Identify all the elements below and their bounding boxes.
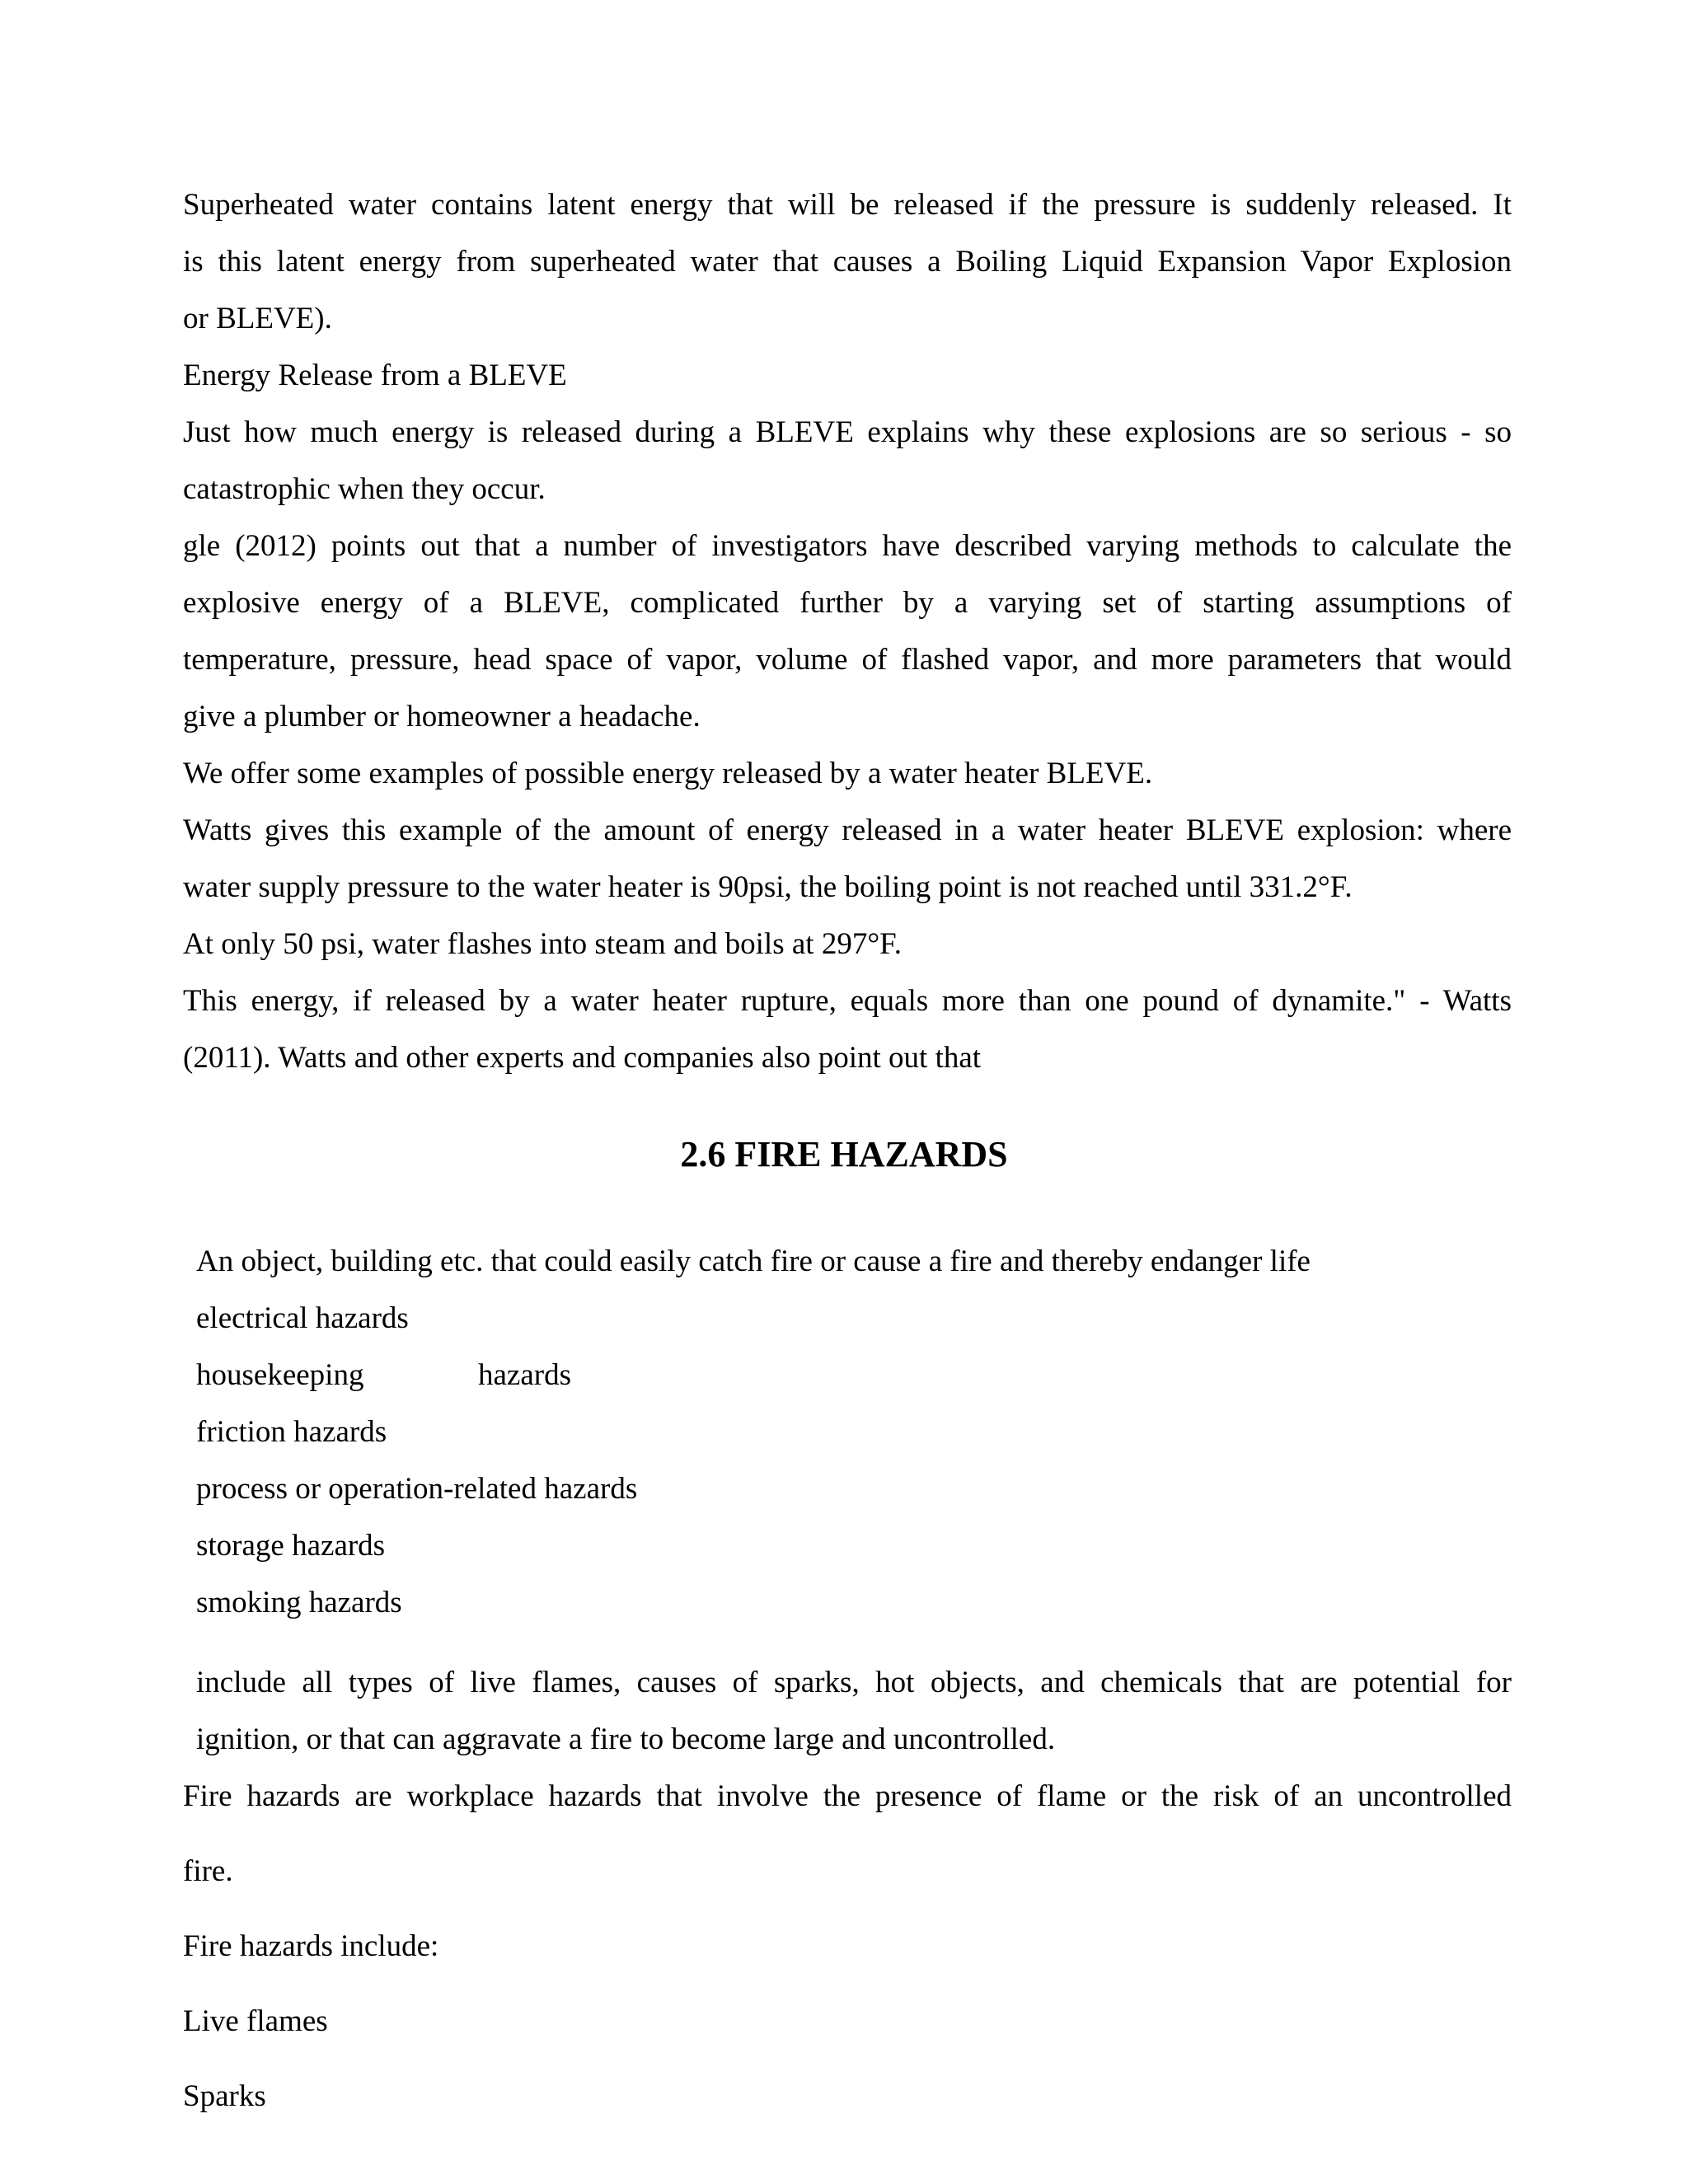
paragraph-investigators-line-1: gle (2012) points out that a number of investigators have described varying methods to calculate the [183,529,1512,563]
paragraph-examples: We offer some examples of possible energy released by a water heater BLEVE. [183,757,1153,790]
paragraph-superheated-line-2: is this latent energy from superheated water that causes a Boiling Liquid Expansion Vapor Explosion [183,245,1512,279]
paragraph-workplace-line-2: fire. [183,1854,233,1888]
hazard-housekeeping-word: housekeeping [196,1358,364,1392]
include-item-sparks: Sparks [183,2079,266,2113]
paragraph-superheated-line-1: Superheated water contains latent energy that will be released if the pressure is suddenly released. It [183,188,1512,222]
hazard-housekeeping-suffix: hazards [478,1358,571,1392]
paragraph-investigators-line-3: temperature, pressure, head space of vapor, volume of flashed vapor, and more parameters that would [183,643,1512,677]
hazard-list-item-electrical: electrical hazards [196,1301,409,1335]
hazard-list-item-process: process or operation-related hazards [196,1472,638,1506]
paragraph-workplace-line-1: Fire hazards are workplace hazards that involve the presence of flame or the risk of an uncontrolled [183,1779,1512,1813]
paragraph-energy-line-2: catastrophic when they occur. [183,472,546,506]
hazard-list-item-smoking: smoking hazards [196,1586,402,1619]
paragraph-50psi: At only 50 psi, water flashes into steam and boils at 297°F. [183,927,902,961]
subheading-energy-release: Energy Release from a BLEVE [183,359,567,392]
paragraph-dynamite-line-1: This energy, if released by a water heater rupture, equals more than one pound of dynamite." - Watts [183,984,1512,1018]
include-item-live-flames: Live flames [183,2004,328,2038]
include-label: Fire hazards include: [183,1929,439,1963]
hazard-list-item-housekeeping [196,1357,691,1394]
hazard-list-item-storage: storage hazards [196,1529,386,1563]
paragraph-energy-line-1: Just how much energy is released during a BLEVE explains why these explosions are so serious - so [183,415,1512,449]
paragraph-superheated-line-3: or BLEVE). [183,302,332,335]
paragraph-dynamite-line-2: (2011). Watts and other experts and companies also point out that [183,1041,982,1075]
paragraph-investigators-line-4: give a plumber or homeowner a headache. [183,700,701,733]
paragraph-include-line-1: include all types of live flames, causes of sparks, hot objects, and chemicals that are potential for [196,1666,1512,1699]
paragraph-watts-line-2: water supply pressure to the water heater is 90psi, the boiling point is not reached until 331.2°F. [183,870,1353,904]
section-heading-fire-hazards: 2.6 FIRE HAZARDS [680,1134,1008,1174]
paragraph-investigators-line-2: explosive energy of a BLEVE, complicated further by a varying set of starting assumptions of [183,586,1512,620]
hazard-list-item-friction: friction hazards [196,1415,387,1449]
paragraph-watts-line-1: Watts gives this example of the amount of energy released in a water heater BLEVE explosion: where [183,813,1512,847]
paragraph-include-line-2: ignition, or that can aggravate a fire to become large and uncontrolled. [196,1722,1056,1756]
definition-text: An object, building etc. that could easily catch fire or cause a fire and thereby endanger life [196,1244,1311,1278]
